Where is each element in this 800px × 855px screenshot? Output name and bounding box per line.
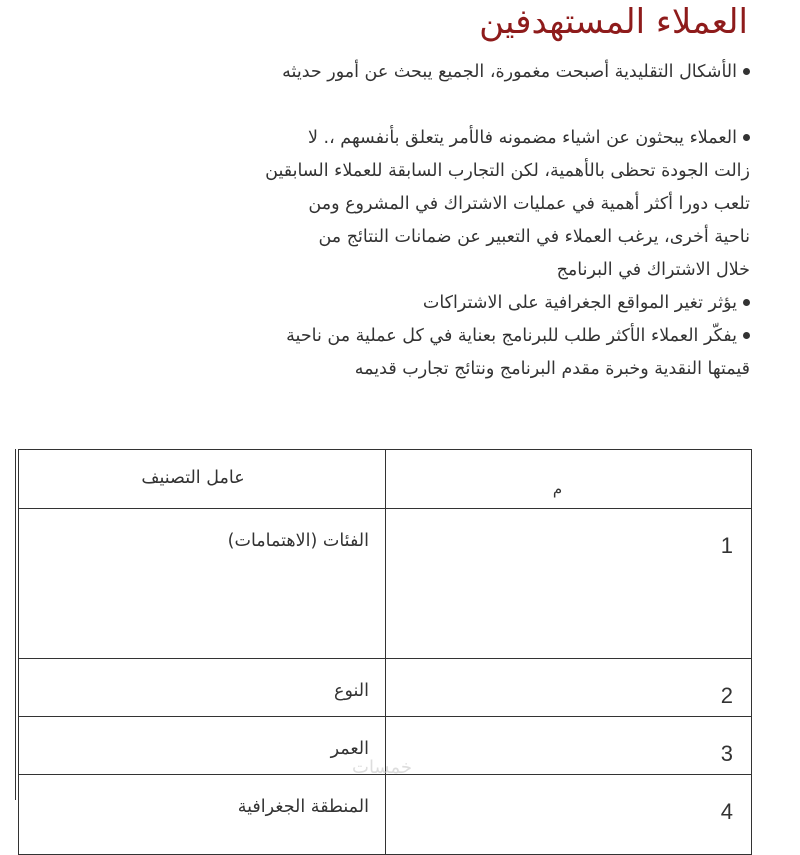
bullet-item xyxy=(60,320,750,386)
header-number: م xyxy=(386,450,752,509)
cropped-column-edge xyxy=(0,449,16,800)
table-border-line xyxy=(15,449,17,800)
document-title: العملاء المستهدفين xyxy=(479,2,748,42)
header-factor: عامل التصنيف xyxy=(19,450,386,509)
watermark: خمسات xyxy=(352,757,413,778)
row-number: 3 xyxy=(386,717,752,775)
bullet-line: يفكّر العملاء الأكثر طلب للبرنامج بعناية في كل عملية من ناحية xyxy=(286,326,737,346)
row-number: 4 xyxy=(386,775,752,855)
table-row xyxy=(19,775,752,855)
row-factor: النوع xyxy=(19,659,386,717)
bullet-line: الأشكال التقليدية أصبحت مغمورة، الجميع يبحث عن أمور حديثه xyxy=(282,62,737,82)
bullet-line: ناحية أخرى، يرغب العملاء في التعبير عن ضمانات النتائج من xyxy=(318,227,750,247)
bullet-dot-icon xyxy=(743,332,750,339)
row-number: 1 xyxy=(386,509,752,659)
table-header-row xyxy=(19,450,752,509)
bullet-item xyxy=(60,122,750,287)
table-row xyxy=(19,509,752,659)
bullet-line: تلعب دورا أكثر أهمية في عمليات الاشتراك في المشروع ومن xyxy=(308,194,750,214)
classification-table-region xyxy=(0,449,800,824)
row-factor: المنطقة الجغرافية xyxy=(19,775,386,855)
bullet-line: خلال الاشتراك في البرنامج xyxy=(556,260,750,280)
bullet-item xyxy=(60,287,750,320)
bullet-dot-icon xyxy=(743,68,750,75)
bullet-item xyxy=(60,56,750,89)
paragraph-gap xyxy=(60,89,750,122)
table-row xyxy=(19,659,752,717)
bullet-dot-icon xyxy=(743,134,750,141)
bullet-line: زالت الجودة تحظى بالأهمية، لكن التجارب السابقة للعملاء السابقين xyxy=(265,161,750,181)
bullet-line: قيمتها النقدية وخبرة مقدم البرنامج ونتائج تجارب قديمه xyxy=(354,359,750,379)
bullet-line: العملاء يبحثون عن اشياء مضمونه فالأمر يتعلق بأنفسهم ،. لا xyxy=(307,128,737,148)
row-number: 2 xyxy=(386,659,752,717)
row-factor: الفئات (الاهتمامات) xyxy=(19,509,386,659)
classification-table xyxy=(18,449,752,855)
row-factor: العمر xyxy=(19,717,386,775)
bullet-list xyxy=(60,56,750,386)
bullet-line: يؤثر تغير المواقع الجغرافية على الاشتراكات xyxy=(422,293,737,313)
bullet-dot-icon xyxy=(743,299,750,306)
